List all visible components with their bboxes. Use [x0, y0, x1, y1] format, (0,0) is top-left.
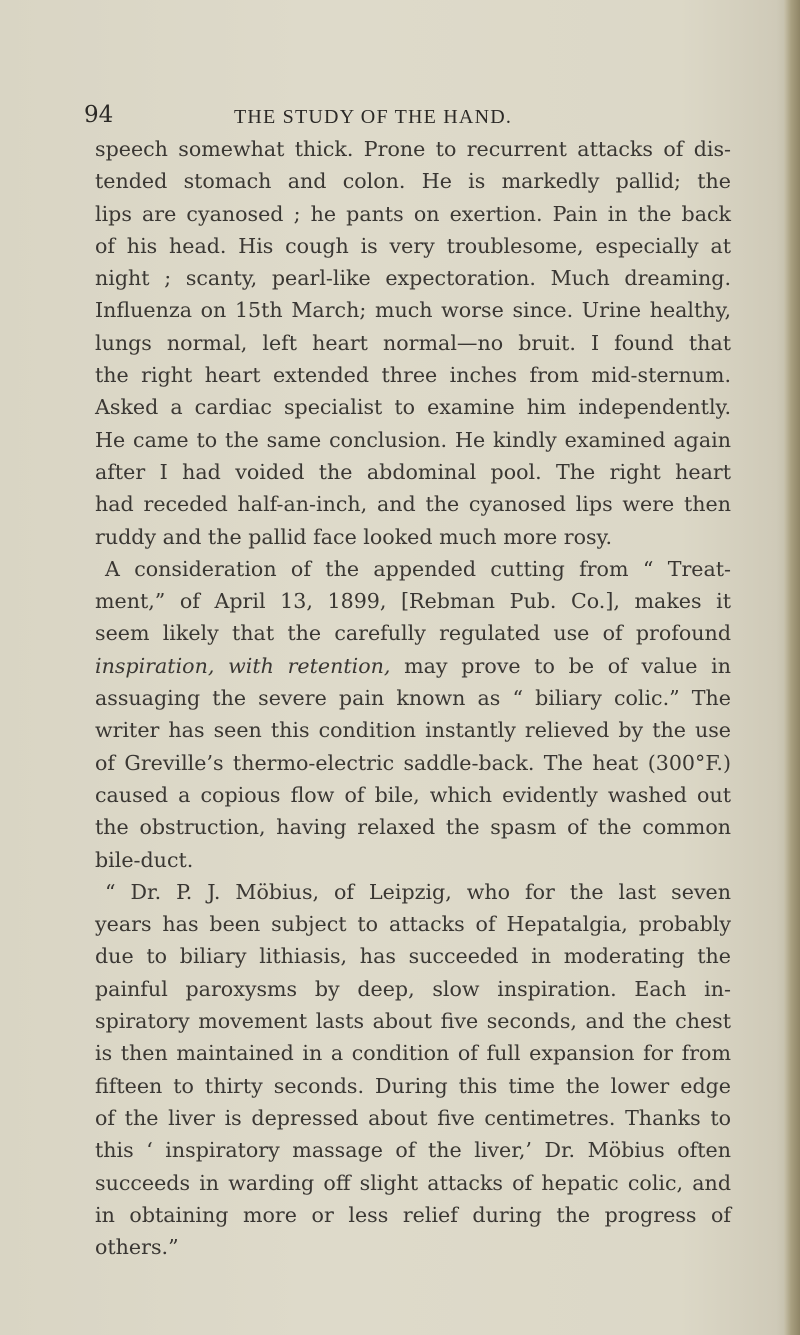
text-line: lips are cyanosed ; he pants on exertion. Pain in the back: [95, 201, 731, 226]
text-line: after I had voided the abdominal pool. The right heart: [95, 459, 731, 484]
text-line: speech somewhat thick. Prone to recurrent attacks of dis-: [95, 137, 731, 161]
text-line: the right heart extended three inches from mid-sternum.: [95, 363, 731, 388]
text-line: ment,” of April 13, 1899, [Rebman Pub. Co.], makes it: [95, 589, 731, 614]
text-line: others.”: [95, 1235, 179, 1260]
text-line: lungs normal, left heart normal—no bruit. I found that: [95, 330, 731, 355]
text-line: Influenza on 15th March; much worse since. Urine healthy,: [95, 298, 731, 323]
text-line: night ; scanty, pearl-like expectoration. Much dreaming.: [95, 266, 731, 291]
text-line: had receded half-an-inch, and the cyanosed lips were then: [95, 492, 731, 517]
text-line: “ Dr. P. J. Möbius, of Leipzig, who for the last seven: [105, 879, 731, 904]
text-line: is then maintained in a condition of full expansion for from: [95, 1041, 731, 1066]
text-line: Asked a cardiac specialist to examine him independently.: [95, 395, 731, 420]
text-line: years has been subject to attacks of Hepatalgia, probably: [95, 912, 731, 937]
text-line: He came to the same conclusion. He kindly examined again: [95, 427, 731, 452]
text-line: A consideration of the appended cutting from “ Treat-: [105, 556, 731, 581]
text-line: of the liver is depressed about five centimetres. Thanks to: [95, 1105, 731, 1130]
text-line: seem likely that the carefully regulated use of profound: [95, 621, 731, 646]
text-line: spiratory movement lasts about five seconds, and the chest: [95, 1009, 731, 1034]
text-line: the obstruction, having relaxed the spasm of the common: [95, 815, 731, 840]
running-head: THE STUDY OF THE HAND.: [234, 106, 513, 128]
text-line: in obtaining more or less relief during the progress of: [95, 1202, 731, 1227]
text-line: tended stomach and colon. He is markedly pallid; the: [95, 169, 731, 194]
text-line: ruddy and the pallid face looked much more rosy.: [95, 524, 612, 549]
text-line: succeeds in warding off slight attacks of hepatic colic, and: [95, 1170, 731, 1195]
page-edge-shadow: [784, 0, 800, 1335]
text-line: caused a copious flow of bile, which evidently washed out: [95, 782, 731, 807]
text-line: fifteen to thirty seconds. During this time the lower edge: [95, 1073, 731, 1098]
text-line: painful paroxysms by deep, slow inspiration. Each in-: [95, 976, 731, 1001]
text-line: assuaging the severe pain known as “ biliary colic.” The: [95, 686, 731, 711]
text-line: of Greville’s thermo-electric saddle-back. The heat (300°F.): [95, 750, 731, 775]
text-line: due to biliary lithiasis, has succeeded in moderating the: [95, 944, 731, 969]
text-line: bile-duct.: [95, 847, 194, 872]
page-number: 94: [84, 102, 114, 128]
text-line: of his head. His cough is very troublesome, especially at: [95, 233, 731, 258]
text-line: writer has seen this condition instantly relieved by the use: [95, 718, 731, 743]
body-text: [95, 133, 731, 1263]
text-line: inspiration, with retention, may prove to be of value in: [95, 653, 731, 678]
italic-phrase: inspiration, with retention,: [95, 653, 391, 678]
text-line: this ‘ inspiratory massage of the liver,’ Dr. Möbius often: [95, 1138, 731, 1163]
